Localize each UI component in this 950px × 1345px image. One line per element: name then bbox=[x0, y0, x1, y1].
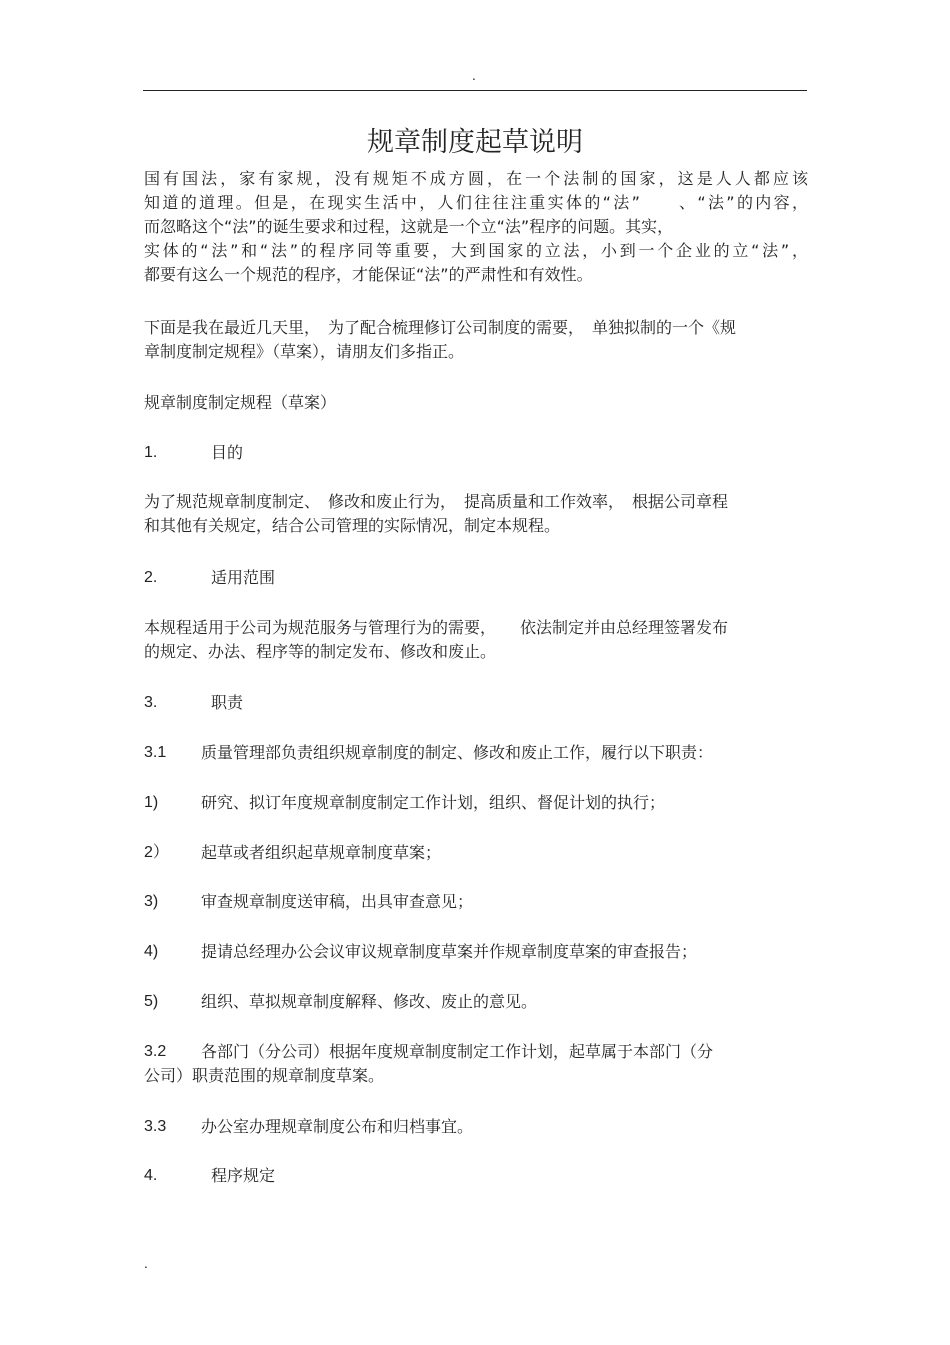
list-item-text: 组织、草拟规章制度解释、修改、废止的意见。 bbox=[201, 992, 538, 1011]
section-body-purpose bbox=[144, 490, 808, 538]
preface-paragraph bbox=[144, 316, 808, 364]
list-item-text: 审查规章制度送审稿，出具审查意见； bbox=[201, 892, 474, 911]
list-item-number: 3) bbox=[144, 893, 159, 910]
section-number: 3. bbox=[144, 694, 158, 711]
section-title: 职责 bbox=[211, 693, 244, 712]
procedure-title-text: 规章制度制定规程（草案） bbox=[144, 393, 337, 412]
list-item-text: 研究、拟订年度规章制度制定工作计划，组织、督促计划的执行； bbox=[201, 793, 666, 812]
list-item-number: 2） bbox=[144, 844, 169, 861]
paragraph-line: 都要有这么一个规范的程序，才能保证“法”的严肃性和有效性。 bbox=[144, 265, 593, 284]
header-mark: . bbox=[472, 69, 476, 83]
list-item-number: 1) bbox=[144, 794, 159, 811]
subsection-text: 各部门（分公司）根据年度规章制度制定工作计划，起草属于本部门（分 bbox=[201, 1042, 714, 1061]
subsection-text: 质量管理部负责组织规章制度的制定、修改和废止工作，履行以下职责： bbox=[201, 743, 714, 762]
subsection-number: 3.2 bbox=[144, 1043, 167, 1060]
section-title: 适用范围 bbox=[211, 568, 276, 587]
paragraph-line: 和其他有关规定，结合公司管理的实际情况，制定本规程。 bbox=[144, 516, 561, 535]
paragraph-line: 而忽略这个“法”的诞生要求和过程，这就是一个立“法”程序的问题。其实， bbox=[144, 217, 674, 236]
paragraph-line: 国有国法，家有家规，没有规矩不成方圆，在一个法制的国家，这是人人都应该 bbox=[144, 169, 808, 188]
list-item-text: 提请总经理办公会议审议规章制度草案并作规章制度草案的审查报告； bbox=[201, 942, 698, 961]
subsection-text: 办公室办理规章制度公布和归档事宜。 bbox=[201, 1117, 474, 1136]
header-rule bbox=[143, 90, 807, 91]
list-item-number: 4) bbox=[144, 943, 159, 960]
list-item-number: 5) bbox=[144, 993, 159, 1010]
footer-mark: . bbox=[144, 1257, 148, 1271]
intro-paragraph bbox=[144, 167, 808, 287]
paragraph-line: 的规定、办法、程序等的制定发布、修改和废止。 bbox=[144, 642, 497, 661]
paragraph-line: 知道的道理。但是，在现实生活中，人们往往注重实体的“法” 、“法”的内容， bbox=[144, 193, 808, 212]
paragraph-line: 实体的“法”和“法”的程序同等重要，大到国家的立法，小到一个企业的立“法”， bbox=[144, 241, 808, 260]
list-item-text: 起草或者组织起草规章制度草案； bbox=[201, 843, 442, 862]
paragraph-line: 章制度制定规程》（草案），请朋友们多指正。 bbox=[144, 342, 465, 361]
paragraph-line: 为了规范规章制度制定、 修改和废止行为， 提高质量和工作效率， 根据公司章程 bbox=[144, 492, 729, 511]
subsection-number: 3.1 bbox=[144, 744, 167, 761]
subsection-3-2-continuation bbox=[144, 1064, 808, 1088]
document-title: 规章制度起草说明 bbox=[367, 127, 583, 158]
section-title: 目的 bbox=[211, 443, 244, 462]
section-number: 1. bbox=[144, 444, 158, 461]
procedure-title bbox=[144, 391, 808, 415]
section-title: 程序规定 bbox=[211, 1166, 276, 1185]
section-body-scope bbox=[144, 616, 808, 664]
subsection-number: 3.3 bbox=[144, 1118, 167, 1135]
paragraph-line: 本规程适用于公司为规范服务与管理行为的需要， 依法制定并由总经理签署发布 bbox=[144, 618, 729, 637]
paragraph-line: 公司）职责范围的规章制度草案。 bbox=[144, 1066, 385, 1085]
section-number: 2. bbox=[144, 569, 158, 586]
paragraph-line: 下面是我在最近几天里， 为了配合梳理修订公司制度的需要， 单独拟制的一个《规 bbox=[144, 318, 737, 337]
section-number: 4. bbox=[144, 1167, 158, 1184]
